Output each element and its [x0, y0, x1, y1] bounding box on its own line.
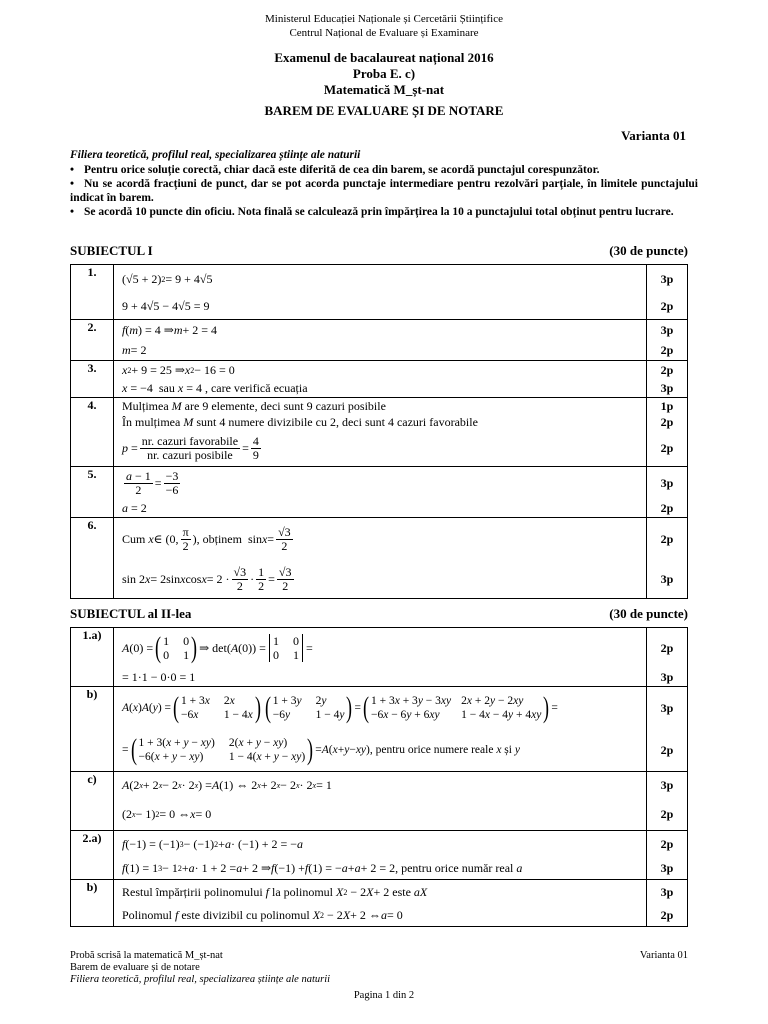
- solution-cell: x 2 + 9 = 25 ⇒ x 2 − 16 = 0 x = −4 sau x = 4 , care verifică ecuația: [114, 361, 647, 398]
- solution-cell: Mulțimea M are 9 elemente, deci sunt 9 cazuri posibile În mulțimea M sunt 4 numere divizibile cu 2, deci sunt 4 cazuri favorabile p = $\frac{\text{nr. cazuri favorabile}}{\text{nr. cazuri posibile}}$ = $\frac{4}{9}$: [114, 398, 647, 467]
- item-number: c): [71, 772, 114, 831]
- filiera-label: Filiera teoretică, profilul real, specializarea științe ale naturii: [70, 149, 361, 161]
- subiect-2-title: SUBIECTUL al II-lea: [70, 606, 192, 621]
- solution-cell: (√5 + 2) 2 = 9 + 4√5 9 + 4√5 − 4√5 = 9: [114, 265, 647, 320]
- ministry-name: Ministerul Educației Naționale și Cercetării Științifice: [265, 13, 503, 25]
- solution-cell: Cum x ∈ (0, $\frac{\pi}{2}$ ) , obținem sin x = $\frac{√3}{2}$ sin 2 x = 2sin x cos x = 2 · $\frac{√3}{2}$ · $\frac{1}{2}$ = $\frac{√3}{2}$: [114, 518, 647, 599]
- subiect-2-table: [70, 627, 688, 927]
- subiect-1-points: (30 de puncte): [609, 243, 688, 258]
- points-cell: 3p 2p: [647, 320, 688, 361]
- instruction-item: • Pentru orice soluție corectă, chiar dacă este diferită de cea din barem, se acordă punctajul corespunzător.: [70, 164, 600, 176]
- table-row: [71, 880, 688, 927]
- item-number: 3.: [71, 361, 114, 398]
- points-cell: 3p 2p: [647, 467, 688, 518]
- instructions-list: [70, 163, 698, 219]
- points-cell: 3p 2p: [647, 880, 688, 927]
- table-row: [71, 265, 688, 320]
- subiect-1-header: [70, 243, 688, 259]
- center-name: Centrul Național de Evaluare și Examinare: [289, 27, 479, 39]
- subiect-2-header: [70, 606, 688, 622]
- points-cell: 3p 2p: [647, 687, 688, 772]
- page-footer: [70, 950, 688, 986]
- barem-title: BAREM DE EVALUARE ȘI DE NOTARE: [264, 103, 504, 118]
- points-cell: 1p 2p 2p: [647, 398, 688, 467]
- varianta-label: Varianta 01: [621, 128, 686, 143]
- subiect-1-table: [70, 264, 688, 599]
- item-number: b): [71, 880, 114, 927]
- solution-cell: f (−1) = (−1) 3 − (−1) 2 + a · (−1) + 2 = − a f (1) = 1 3 − 1 2 + a · 1 + 2 = a + 2 ⇒ f (−1) + f (1) = − a + a + 2 = 2 , pentru orice număr real a: [114, 831, 647, 880]
- instruction-item: • Se acordă 10 puncte din oficiu. Nota finală se calculează prin împărțirea la 10 a punctajului total obținut pentru lucrare.: [70, 206, 674, 218]
- table-row: [71, 398, 688, 467]
- instruction-item: • Nu se acordă fracțiuni de punct, dar se pot acorda punctaje intermediare pentru rezolvări parțiale, în limitele punctajului indicat în barem.: [70, 178, 698, 204]
- footer-varianta: Varianta 01: [639, 950, 688, 961]
- subiect-2-points: (30 de puncte): [609, 606, 688, 621]
- table-row: [71, 467, 688, 518]
- proba-label: Proba E. c): [352, 66, 416, 81]
- item-number: 1.a): [71, 628, 114, 687]
- table-row: [71, 628, 688, 687]
- footer-line-2: Barem de evaluare și de notare: [70, 962, 200, 973]
- table-row: [71, 772, 688, 831]
- points-cell: 2p 3p: [647, 628, 688, 687]
- exam-header: [0, 50, 768, 98]
- table-row: [71, 320, 688, 361]
- item-number: 1.: [71, 265, 114, 320]
- subiect-1-title: SUBIECTUL I: [70, 243, 153, 258]
- table-row: [71, 518, 688, 599]
- solution-cell: Restul împărțirii polinomului f la polinomul X 2 − 2 X + 2 este aX Polinomul f este divizibil cu polinomul X 2 − 2 X + 2 ⇔ a = 0: [114, 880, 647, 927]
- points-cell: 3p 2p: [647, 772, 688, 831]
- table-row: [71, 831, 688, 880]
- solution-cell: A (0) = ( 1 0 0 1 ) ⇒ det( A (0)) = 1 0 0 1 = = 1·1 − 0·0 = 1: [114, 628, 647, 687]
- item-number: 2.: [71, 320, 114, 361]
- points-cell: 2p 3p: [647, 361, 688, 398]
- page-number: Pagina 1 din 2: [353, 990, 415, 1001]
- item-number: b): [71, 687, 114, 772]
- points-cell: 3p 2p: [647, 265, 688, 320]
- table-row: [71, 687, 688, 772]
- solution-cell: f ( m ) = 4 ⇒ m + 2 = 4 m = 2: [114, 320, 647, 361]
- ministry-header: [0, 12, 768, 40]
- exam-title: Examenul de bacalaureat național 2016: [274, 50, 494, 65]
- solution-cell: $\frac{a - 1}{2}$ = $\frac{-3}{-6}$ a = 2: [114, 467, 647, 518]
- item-number: 5.: [71, 467, 114, 518]
- bullet-icon: •: [70, 164, 75, 176]
- footer-line-3: Filiera teoretică, profilul real, specializarea științe ale naturii: [70, 974, 331, 985]
- item-number: 2.a): [71, 831, 114, 880]
- item-number: 4.: [71, 398, 114, 467]
- solution-cell: A (2 x + 2 x − 2 x · 2 x ) = A (1) ⇔ 2 x + 2 x − 2 x · 2 x = 1 (2 x − 1) 2 = 0 ⇔ x = 0: [114, 772, 647, 831]
- points-cell: 2p 3p: [647, 518, 688, 599]
- item-number: 6.: [71, 518, 114, 599]
- points-cell: 2p 3p: [647, 831, 688, 880]
- footer-line-1: Probă scrisă la matematică M_șt-nat: [70, 950, 223, 961]
- table-row: [71, 361, 688, 398]
- bullet-icon: •: [70, 178, 75, 190]
- solution-cell: A ( x ) A ( y ) = ( 1 + 3x 2x −6x 1 − 4x ) ( 1 + 3y 2y −6y 1 − 4y ) = ( 1 + 3x + 3y − 3xy 2x + 2y − 2xy −6x − 6y + 6xy 1 − 4x − 4y + 4xy ) = = ( 1 + 3(x + y − xy) 2(x + y − xy) −6(x + y − xy) 1 − 4(x + y − xy) ) = A ( x + y − xy ) , pentru orice numere reale x și y: [114, 687, 647, 772]
- subject-label: Matematică M_șt-nat: [323, 82, 445, 97]
- bullet-icon: •: [70, 206, 75, 218]
